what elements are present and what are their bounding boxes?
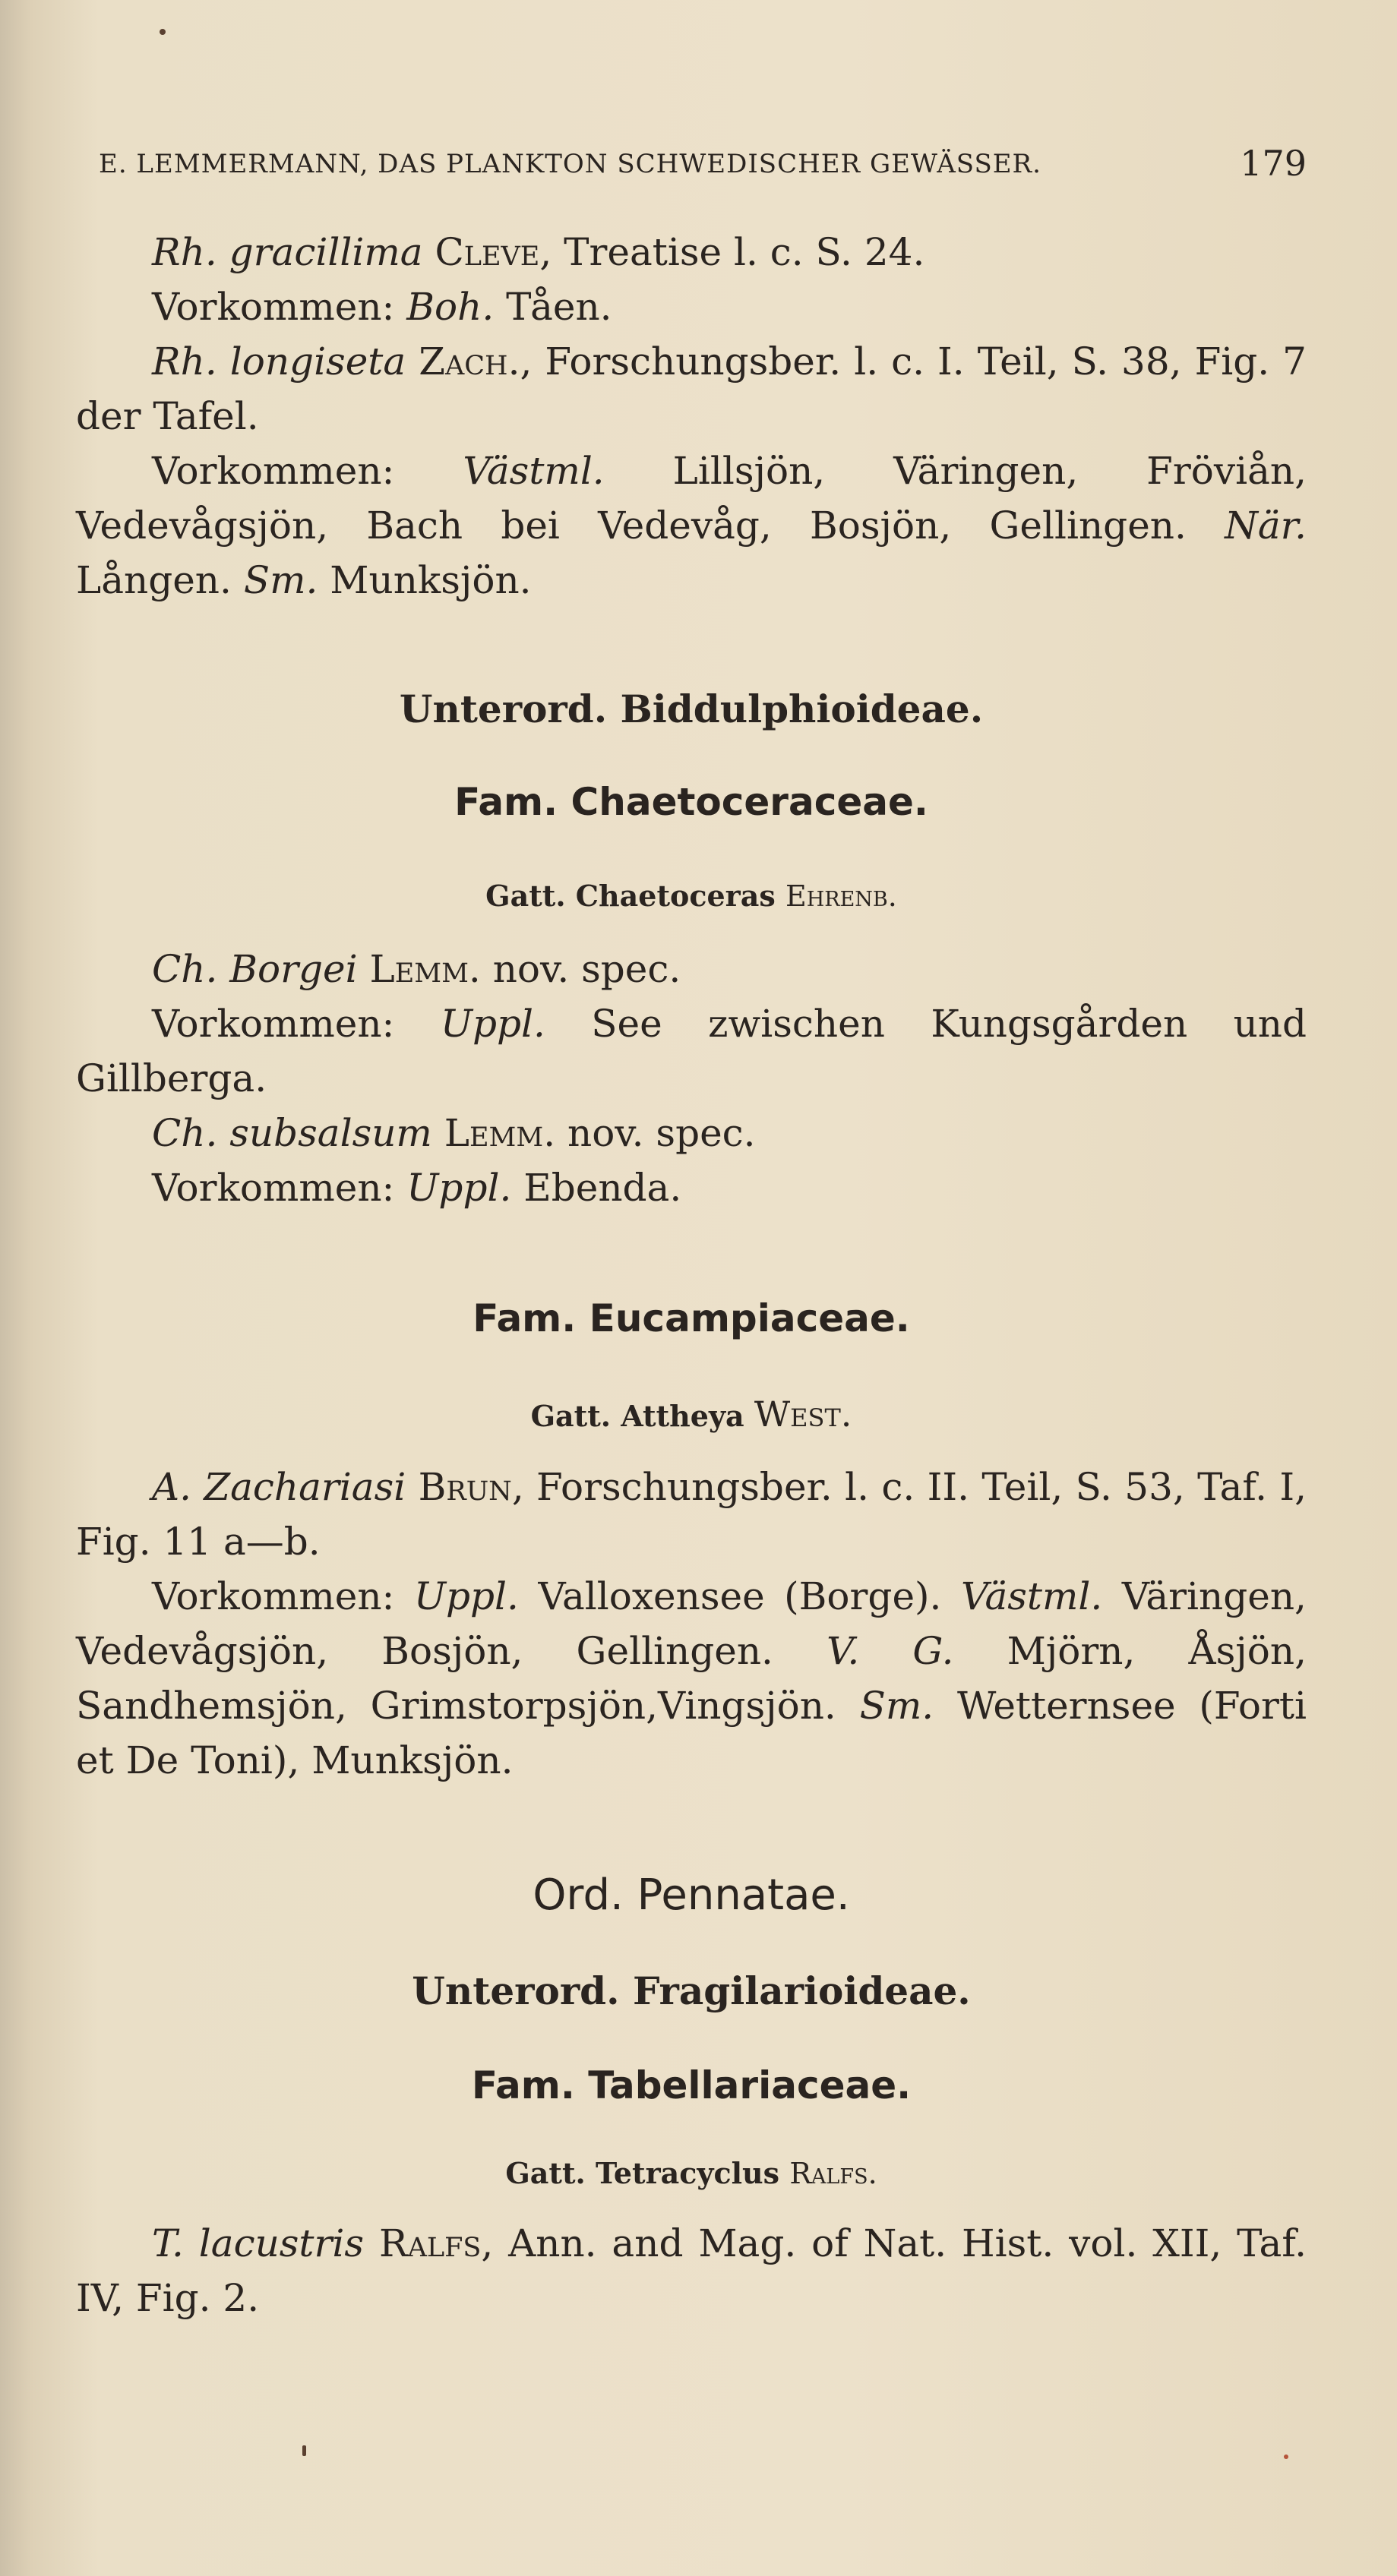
entry-chaetoceras	[76, 942, 1307, 1215]
region-name: Västml.	[960, 1574, 1103, 1618]
gattung-name: Gatt. Tetracyclus	[505, 2156, 780, 2190]
taxon-name: A. Zachariasi	[152, 1465, 406, 1509]
locality-list: Lillsjön, Väringen, Fröviån, Vedevågsjön, Bach bei Vedevåg, Bosjön, Gellingen.	[76, 449, 1307, 548]
heading-gattung	[76, 2146, 1307, 2201]
locality-list: Munksjön.	[330, 558, 532, 602]
region-name: Uppl.	[440, 1002, 545, 1046]
entry-attheya	[76, 1460, 1307, 1788]
locality-list: Wetternsee (Forti et De Toni), Munksjön.	[76, 1684, 1307, 1782]
region-name: Uppl.	[413, 1574, 519, 1618]
vorkommen-label: Vorkommen:	[152, 1574, 395, 1618]
running-header	[99, 143, 1307, 184]
heading-familie: Fam. Tabellariaceae.	[471, 2063, 912, 2107]
taxon-author: Zach.	[419, 339, 520, 384]
locality-list: Tåen.	[506, 285, 612, 329]
taxon-author: Ralfs	[378, 2221, 482, 2265]
region-name: Uppl.	[406, 1166, 512, 1210]
taxon-name: T. lacustris	[152, 2221, 365, 2265]
locality-list: Lången.	[76, 558, 232, 602]
locality-list: Väringen, Vedevågsjön, Bosjön, Gellingen.	[76, 1574, 1307, 1673]
vorkommen-label: Vorkommen:	[152, 1002, 395, 1046]
taxon-reference: , Forschungsber. l. c. II. Teil, S. 53, Taf. I, Fig. 11 a—b.	[76, 1465, 1307, 1564]
taxon-reference: , Ann. and Mag. of Nat. Hist. vol. XII, Taf. IV, Fig. 2.	[76, 2221, 1307, 2320]
region-name: Boh.	[406, 285, 495, 329]
taxon-reference: , Treatise l. c. S. 24.	[539, 230, 925, 274]
entry-tetracyclus	[76, 2216, 1307, 2325]
heading-unterordnung: Unterord. Biddulphioideae.	[399, 687, 984, 731]
vorkommen-label: Vorkommen:	[152, 449, 395, 493]
paper-speck	[160, 29, 166, 35]
gattung-author: Ralfs.	[789, 2157, 877, 2190]
taxon-status: nov. spec.	[492, 947, 681, 991]
region-name: Västml.	[463, 449, 605, 493]
locality-list: See zwischen Kungsgården und Gillberga.	[76, 1002, 1307, 1100]
taxon-author: Lemm.	[444, 1111, 556, 1155]
taxon-name: Ch. Borgei	[152, 947, 358, 991]
locality-list: Mjörn, Åsjön, Sandhemsjön, Grimstorpsjön,Vingsjön.	[76, 1629, 1307, 1728]
taxon-reference: , Forschungsber. l. c. I. Teil, S. 38, Fig. 7 der Tafel.	[76, 339, 1307, 438]
heading-ordnung: Ord. Pennatae.	[533, 1870, 850, 1920]
region-name: Sm.	[859, 1684, 934, 1728]
taxon-status: nov. spec.	[567, 1111, 756, 1155]
paper-speck	[302, 2445, 306, 2456]
gattung-author: West.	[754, 1394, 852, 1435]
running-title: E. LEMMERMANN, DAS PLANKTON SCHWEDISCHER GEWÄSSER.	[99, 149, 1041, 179]
paper-speck	[1284, 2454, 1288, 2459]
gattung-name: Gatt. Attheya	[530, 1399, 744, 1433]
page-number: 179	[1240, 143, 1307, 184]
taxon-author: Lemm.	[369, 947, 481, 991]
gattung-name: Gatt. Chaetoceras	[485, 879, 776, 913]
vorkommen-label: Vorkommen:	[152, 1166, 395, 1210]
region-name: Sm.	[243, 558, 318, 602]
heading-familie: Fam. Chaetoceraceae.	[454, 780, 928, 824]
locality-list: Ebenda.	[523, 1166, 682, 1210]
heading-unterordnung: Unterord. Fragilarioideae.	[412, 1968, 971, 2013]
taxon-author: Brun	[418, 1465, 512, 1509]
heading-familie: Fam. Eucampiaceae.	[473, 1296, 910, 1340]
vorkommen-label: Vorkommen:	[152, 285, 395, 329]
gattung-author: Ehrenb.	[785, 879, 897, 913]
heading-gattung	[76, 869, 1307, 923]
taxon-name: Rh. longiseta	[152, 339, 406, 384]
region-name: När.	[1225, 504, 1307, 548]
locality-list: Valloxensee (Borge).	[538, 1574, 942, 1618]
region-name: V. G.	[827, 1629, 954, 1673]
entry-rh-gracillima	[76, 225, 1307, 608]
heading-gattung	[76, 1387, 1307, 1444]
taxon-author: Cleve	[435, 230, 540, 274]
taxon-name: Rh. gracillima	[152, 230, 423, 274]
taxon-name: Ch. subsalsum	[152, 1111, 432, 1155]
